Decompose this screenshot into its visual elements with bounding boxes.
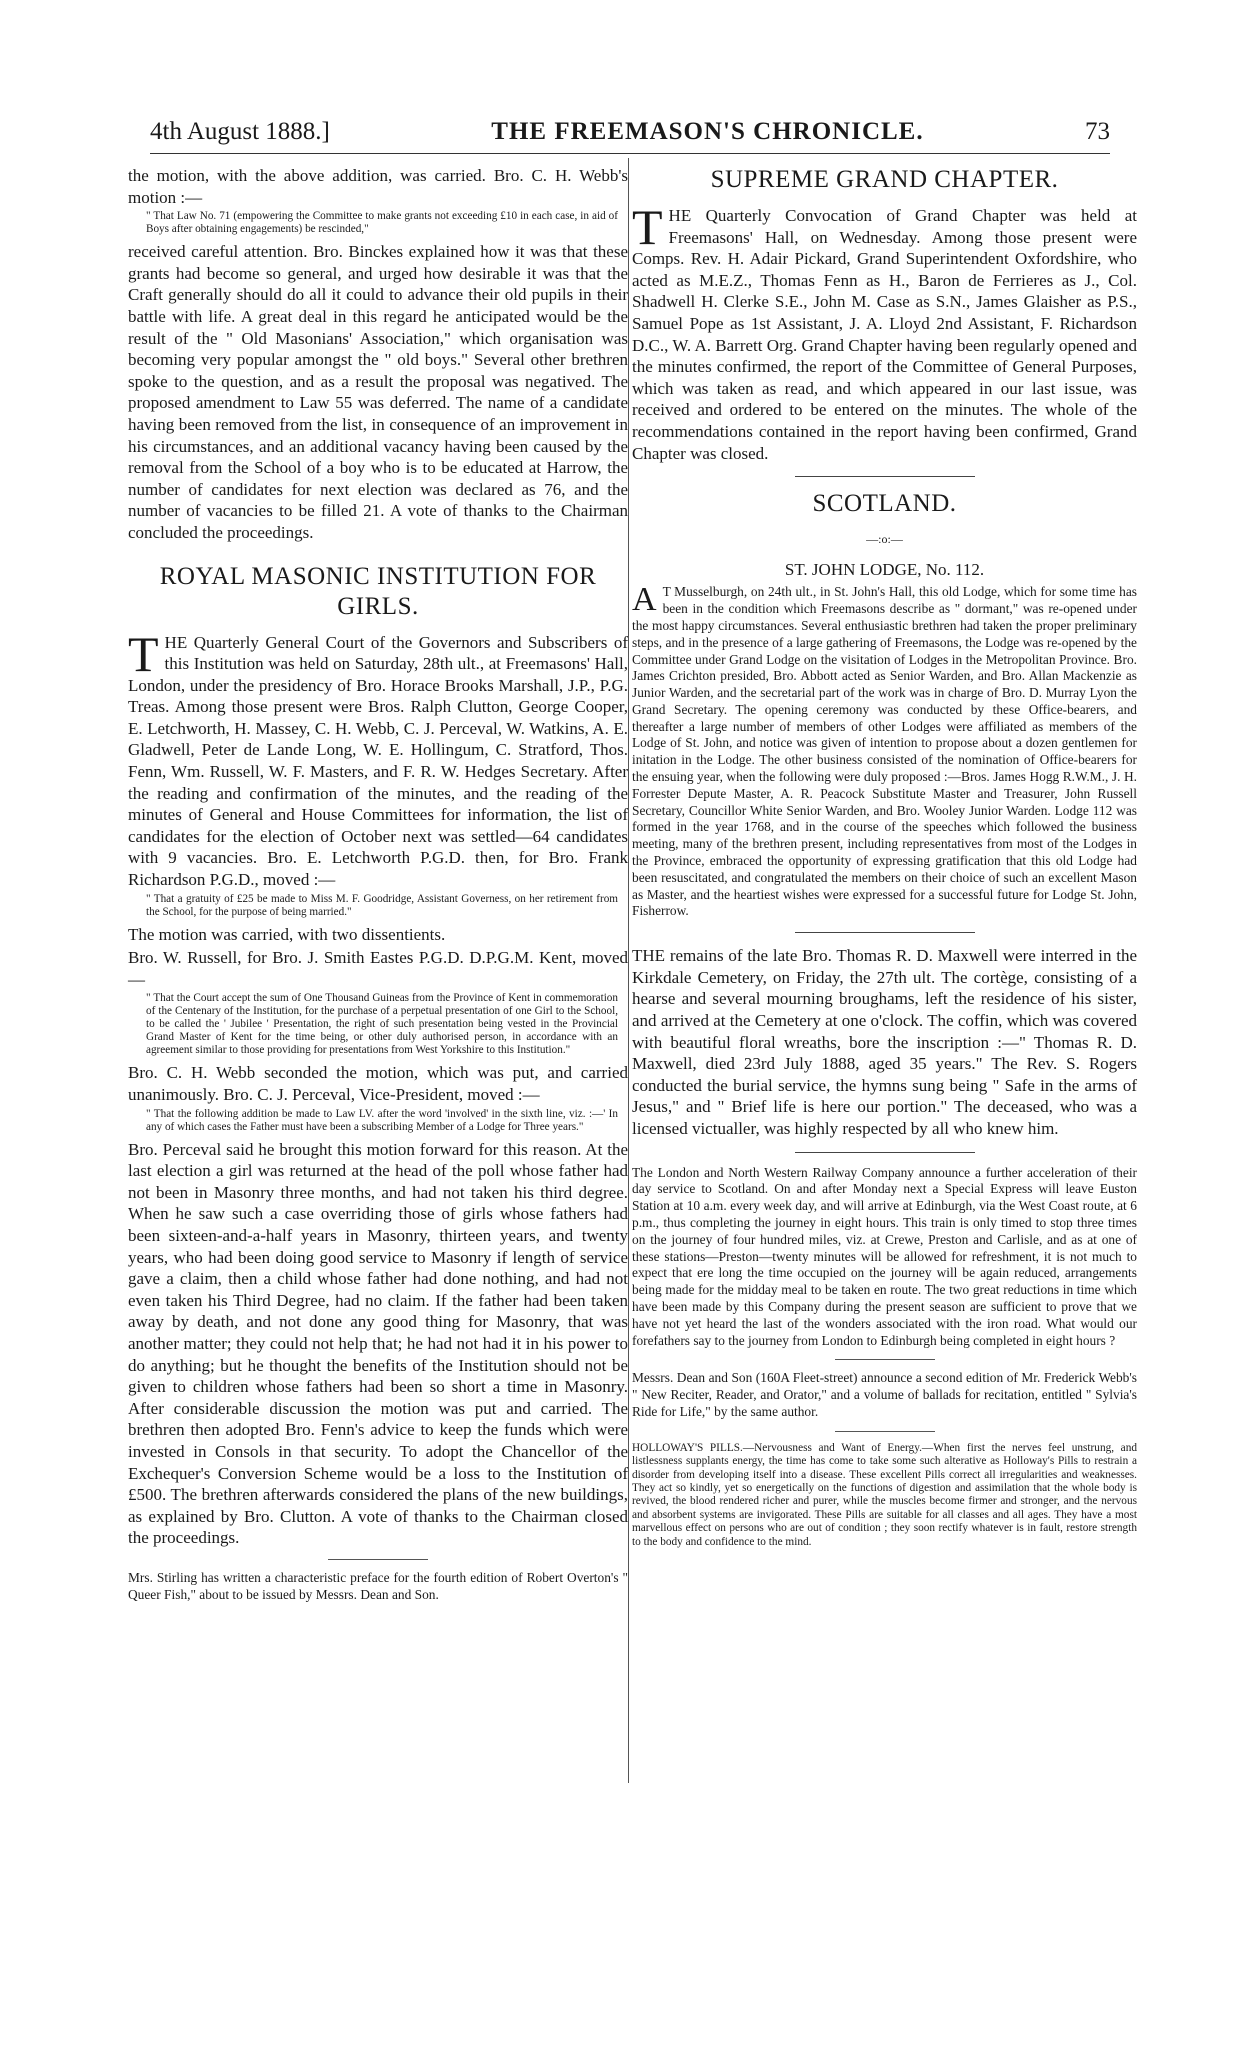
right-column [632,165,1137,1551]
left-para-stirling: Mrs. Stirling has written a characteristic preface for the fourth edition of Robert Overton's " Queer Fish," about to be issued by Messrs. Dean and Son. [128,1569,628,1602]
section-rule [328,1559,428,1560]
heading-scotland: SCOTLAND. [812,490,957,518]
section-rule [795,932,975,933]
left-para-binckes: received careful attention. Bro. Binckes explained how it was that these grants had become so general, and urged how desirable it was that the Craft generally should do all it could to advance their old pupils in their battle with life. A great deal in this regard he anticipated would be the result of the " Old Masonians' Association," which organisation was becoming very popular amongst the " old boys." Several other brethren spoke to the question, and as a result the proposal was negatived. The proposed amendment to Law 55 was deferred. The name of a candidate having been removed from the list, in consequence of an improvement in his circumstances, and an additional vacancy having been caused by the removal from the School of a boy who is to be educated at Harrow, the number of candidates for next election was declared as 76, and the number of vacancies to be filled 21. A vote of thanks to the Chairman concluded the proceedings. [128,242,628,542]
subheading-st-john-lodge: ST. JOHN LODGE, No. 112. [784,559,985,579]
left-para-quarterly-court-text: HE Quarterly General Court of the Governors and Subscribers of this Institution was held on Saturday, 28th ult., at Freemasons' Hall, London, under the presidency of Bro. Horace Brooks Marshall, J.P., P.G. Treas. Among those present were Bros. Ralph Clutton, George Cooper, E. Letchworth, H. Massey, C. H. Webb, C. J. Perceval, W. Watkins, A. E. Gladwell, Peter de Lande Long, W. E. Hollingum, C. Stratford, Thos. Fenn, Wm. Russell, W. F. Masters, and F. R. W. Hedges Secretary. After the reading and confirmation of the minutes, and the reading of the minutes of General and House Committees for information, the list of candidates for the election of October next was settled—64 candidates with 9 vacancies. Bro. E. Letchworth P.G.D. then, for Bro. Frank Richardson P.G.D., moved :— [128,632,628,890]
right-para-holloway: HOLLOWAY'S PILLS.—Nervousness and Want of Energy.—When first the nerves feel unstrung, and listlessness supplants energy, the time has come to take some such alterative as Holloway's Pills to restrain a disorder from developing itself into a disease. These excellent Pills correct all irregularities and weaknesses. They act so kindly, yet so energetically on the functions of digestion and assimilation that the whole body is revived, the blood rendered richer and purer, while the muscles become firmer and stronger, and the nervous and absorbent systems are invigorated. These Pills are suitable for all classes and all ages. They have a most marvellous effect on persons who are out of condition ; they soon rectify whatever is in fault, restore strength to the body and confidence to the mind. [632,1441,1137,1548]
column-divider [628,158,629,1783]
heading-supreme-grand-chapter: SUPREME GRAND CHAPTER. [710,166,1059,193]
right-para-musselburgh [632,581,1137,920]
section-rule [835,1431,935,1432]
left-para-russell: Bro. W. Russell, for Bro. J. Smith Eastes P.G.D. D.P.G.M. Kent, moved— [128,948,628,989]
quote-jubilee: " That the Court accept the sum of One Thousand Guineas from the Province of Kent in commemoration of the Centenary of the Institution, for the purchase of a perpetual presentation of one Girl to the School, to be called the ' Jubilee ' Presentation, the right of such presentation being vested in the Provincial Grand Master of Kent for the time being, or other duly authorised person, in accordance with an agreement similar to those providing for presentations from West Yorkshire to this Institution." [146,992,618,1057]
left-para-webb-seconded: Bro. C. H. Webb seconded the motion, which was put, and carried unanimously. Bro. C. J. Perceval, Vice-President, moved :— [128,1063,628,1104]
left-para-carried: The motion was carried, with two dissentients. [128,924,446,944]
dropcap: T [128,625,159,682]
page-header [150,118,1110,152]
right-para-musselburgh-text: T Musselburgh, on 24th ult., in St. John's Hall, this old Lodge, which for some time has been in the condition which Freemasons describe as " dormant," was re-opened under the most happy circumstances. Several enthusiastic brethren had taken the proper preliminary steps, and in the presence of a large gathering of Freemasons, the Lodge was re-opened by the Committee under Grand Lodge on the visitation of Lodges in the Metropolitan Province. Bro. James Crichton presided, Bro. Abbott acted as Senior Warden, and Bro. Allan Mackenzie as Junior Warden, and the secretarial part of the work was in charge of Bro. D. Murray Lyon the Grand Secretary. The opening ceremony was conducted by these Office-bearers, and thereafter a large number of members of other Lodges were affiliated as members of the Lodge of St. John, and notice was given of intention to propose about a dozen gentlemen for initation in the Lodge. The other business consisted of the nomination of Office-bearers for the ensuing year, when the following were duly proposed :—Bros. James Hogg R.W.M., J. H. Forrester Depute Master, A. R. Peacock Substitute Master and Treasurer, John Russell Secretary, Councillor White Senior Warden, and Bro. Wooley Junior Warden. Lodge 112 was formed in the year 1768, and in the course of the speeches which followed the business meeting, many of the brethren present, including representatives from most of the Lodges in the Province, embraced the opportunity of expressing gratification that this old Lodge had been resuscitated, and congratulated the members on their choice of such an excellent Mason as Master, and the heartiest wishes were expressed for a successful future for Lodge St. John, Fisherrow. [632,584,1137,919]
issue-date: 4th August 1888.] [150,118,330,145]
right-para-maxwell: THE remains of the late Bro. Thomas R. D. Maxwell were interred in the Kirkdale Cemetery, on Friday, the 27th ult. The cortège, consisting of a hearse and several mourning broughams, left the residence of his sister, and arrived at the Cemetery at one o'clock. The coffin, which was covered with beautiful floral wreaths, bore the inscription :—" Thomas R. D. Maxwell, died 23rd July 1888, aged 35 years." The Rev. S. Rogers conducted the burial service, the hymns sung being " Safe in the arms of Jesus," and " Brief life is here our portion." The deceased, who was a licensed victualler, was highly respected by all who knew him. [632,946,1137,1138]
dropcap: T [632,199,663,255]
quote-law-71: " That Law No. 71 (empowering the Committee to make grants not exceeding £10 in each case, in aid of Boys after obtaining engagements) be rescinded," [146,210,618,236]
right-para-railway: The London and North Western Railway Company announce a further acceleration of their day service to Scotland. On and after Monday next a Special Express will leave Euston Station at 10 a.m. every week day, and will arrive at Edinburgh, via the West Coast route, at 6 p.m., thus completing the journey in eight hours. This train is only timed to stop three times on the journey of four hundred miles, viz. at Crewe, Preston and Carlisle, and as at one of these stations—Preston—twenty minutes will be allowed for refreshment, it is not much to expect that ere long the time occupied on the journey will be again reduced, arrangements being made for the midday meal to be taken en route. The two great reductions in time which have been made by this Company during the present season are sufficient to prove that we have not yet heard the last of the wonders associated with the iron road. What would our forefathers say to the journey from London to Edinburgh being completed in eight hours ? [632,1164,1137,1348]
right-para-convocation [632,199,1137,464]
heading-royal-masonic-girls: ROYAL MASONIC INSTITUTION FOR GIRLS. [159,562,597,620]
masthead: THE FREEMASON'S CHRONICLE. [491,118,924,145]
left-column [128,165,628,1605]
quote-gratuity: " That a gratuity of £25 be made to Miss M. F. Goodridge, Assistant Governess, on her retirement from the School, for the purpose of being married." [146,892,618,918]
section-rule [835,1359,935,1360]
dropcap: A [632,581,657,619]
section-rule [795,1152,975,1153]
ornament: —:o:— [866,532,903,547]
left-intro: the motion, with the above addition, was carried. Bro. C. H. Webb's motion :— [128,166,628,207]
quote-law-lv: " That the following addition be made to Law LV. after the word 'involved' in the sixth line, viz. :—' In any of which cases the Father must have been a subscribing Member of a Lodge for Three years." [146,1107,618,1133]
left-para-quarterly-court [128,625,628,891]
section-rule [795,476,975,477]
header-rule [150,153,1110,154]
left-para-perceval: Bro. Perceval said he brought this motion forward for this reason. At the last election a girl was returned at the head of the poll whose father had not been in Masonry three months, and had not taken his third degree. When he saw such a case overriding those of girls whose fathers had been sixteen-and-a-half years in Masonry, thirteen years, and twenty years, who had been doing good service to Masonry if length of service gave a claim, then a child whose father had done nothing, and had not even taken his Third Degree, had no claim. If the father had been taken away by death, and not done any good thing for Masonry, that was another matter; they could not help that; he had not had it in his power to do anything; but he thought the benefits of the Institution should not be given to children whose fathers had been so short a time in Masonry. After considerable discussion the motion was put and carried. The brethren then adopted Bro. Fenn's advice to keep the funds which were invested in Consols in that security. To adopt the Chancellor of the Exchequer's Conversion Scheme would be a loss to the Institution of £500. The brethren afterwards considered the plans of the new buildings, as explained by Bro. Clutton. A vote of thanks to the Chairman closed the proceedings. [128,1139,628,1548]
right-para-dean-son: Messrs. Dean and Son (160A Fleet-street) announce a second edition of Mr. Frederick Webb's " New Reciter, Reader, and Orator," and a volume of ballads for recitation, entitled " Sylvia's Ride for Life," by the same author. [632,1370,1137,1419]
page-number: 73 [1085,118,1110,145]
right-para-convocation-text: HE Quarterly Convocation of Grand Chapter was held at Freemasons' Hall, on Wednesday. Among those present were Comps. Rev. H. Adair Pickard, Grand Superintendent Oxfordshire, who acted as M.E.Z., Thomas Fenn as H., Baron de Ferrieres as J., Col. Shadwell H. Clerke S.E., John M. Case as S.N., James Glaisher as P.S., Samuel Pope as 1st Assistant, J. A. Lloyd 2nd Assistant, F. Richardson D.C., W. A. Barrett Org. Grand Chapter having been regularly opened and the minutes confirmed, the report of the Committee of General Purposes, which was taken as read, and which appeared in our last issue, was received and ordered to be entered on the minutes. The whole of the recommendations contained in the report having been confirmed, Grand Chapter was closed. [632,206,1137,463]
